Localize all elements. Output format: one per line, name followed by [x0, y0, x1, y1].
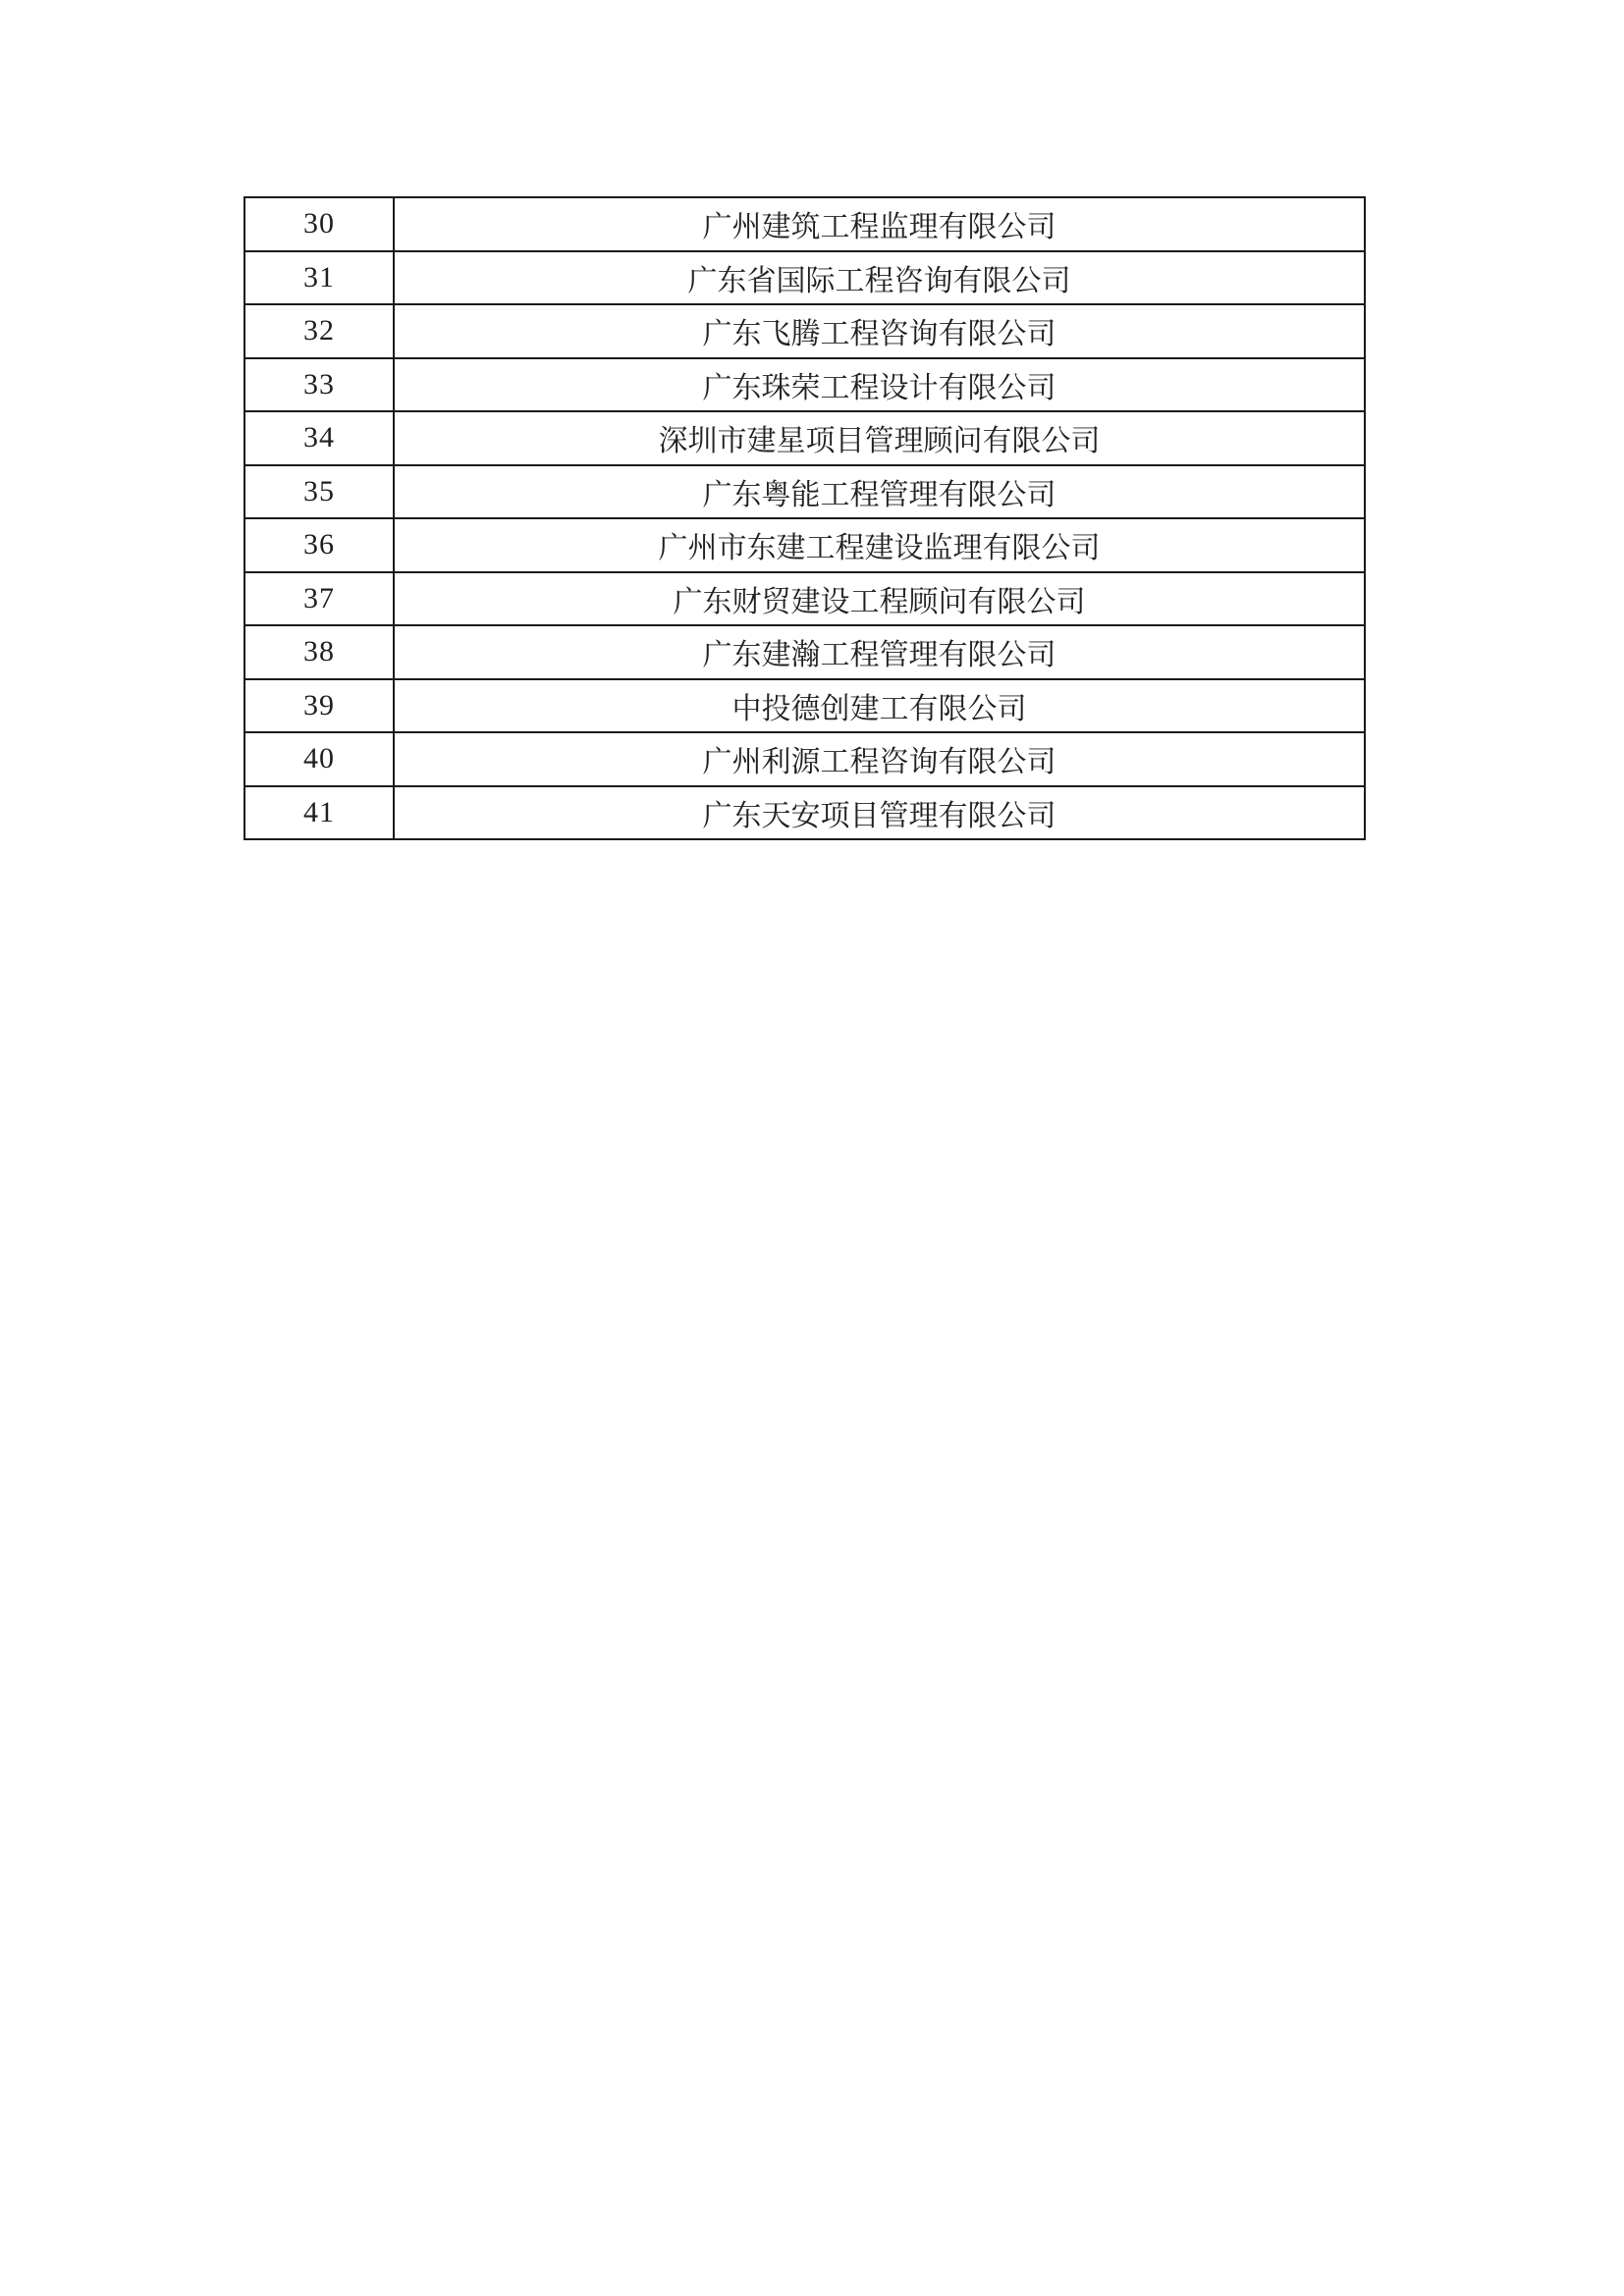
- table-row: [244, 251, 1365, 305]
- row-number-cell: 38: [244, 625, 394, 679]
- row-number-cell: 36: [244, 518, 394, 572]
- table-row: [244, 625, 1365, 679]
- row-number-cell: 37: [244, 572, 394, 626]
- row-number-cell: 31: [244, 251, 394, 305]
- company-name-cell: 广东天安项目管理有限公司: [394, 786, 1365, 840]
- company-name-cell: 深圳市建星项目管理顾问有限公司: [394, 411, 1365, 465]
- company-name-cell: 广州市东建工程建设监理有限公司: [394, 518, 1365, 572]
- company-table: [244, 196, 1366, 840]
- company-name-cell: 广州利源工程咨询有限公司: [394, 732, 1365, 786]
- table-row: [244, 732, 1365, 786]
- row-number-cell: 39: [244, 679, 394, 733]
- company-table-body: [244, 197, 1365, 839]
- row-number-cell: 35: [244, 465, 394, 519]
- table-row: [244, 786, 1365, 840]
- row-number-cell: 33: [244, 358, 394, 412]
- company-name-cell: 中投德创建工有限公司: [394, 679, 1365, 733]
- row-number-cell: 30: [244, 197, 394, 251]
- company-name-cell: 广东省国际工程咨询有限公司: [394, 251, 1365, 305]
- table-row: [244, 518, 1365, 572]
- company-name-cell: 广东建瀚工程管理有限公司: [394, 625, 1365, 679]
- table-row: [244, 197, 1365, 251]
- table-row: [244, 358, 1365, 412]
- table-row: [244, 465, 1365, 519]
- company-name-cell: 广东珠荣工程设计有限公司: [394, 358, 1365, 412]
- row-number-cell: 34: [244, 411, 394, 465]
- company-name-cell: 广东财贸建设工程顾问有限公司: [394, 572, 1365, 626]
- company-name-cell: 广州建筑工程监理有限公司: [394, 197, 1365, 251]
- table-row: [244, 679, 1365, 733]
- row-number-cell: 40: [244, 732, 394, 786]
- table-row: [244, 411, 1365, 465]
- company-name-cell: 广东粤能工程管理有限公司: [394, 465, 1365, 519]
- table-row: [244, 304, 1365, 358]
- company-name-cell: 广东飞腾工程咨询有限公司: [394, 304, 1365, 358]
- table-row: [244, 572, 1365, 626]
- row-number-cell: 32: [244, 304, 394, 358]
- row-number-cell: 41: [244, 786, 394, 840]
